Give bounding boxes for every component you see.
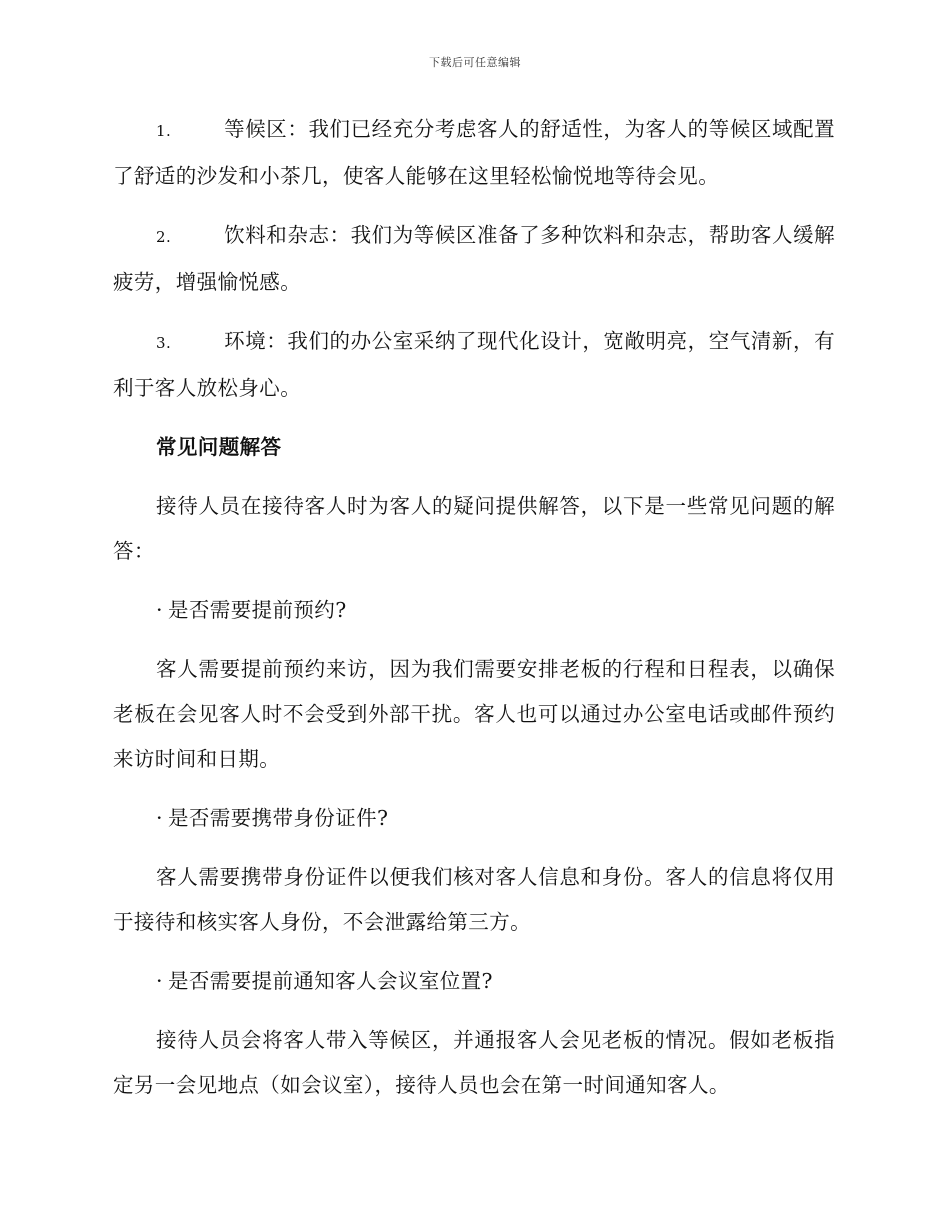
question-text: 是否需要提前预约? [168, 598, 347, 622]
faq-question-1 [113, 588, 835, 633]
faq-question-2 [113, 796, 835, 841]
question-text: 是否需要提前通知客人会议室位置? [168, 969, 493, 993]
faq-answer-2: 客人需要携带身份证件以便我们核对客人信息和身份。客人的信息将仅用于接待和核实客人身份，不会泄露给第三方。 [113, 865, 835, 934]
bullet-dot: · [156, 806, 163, 830]
faq-heading: 常见问题解答 [156, 435, 282, 459]
item-text: 等候区：我们已经充分考虑客人的舒适性，为客人的等候区域配置了舒适的沙发和小茶几，使客人能够在这里轻松愉悦地等待会见。 [113, 117, 835, 188]
item-text: 环境：我们的办公室采纳了现代化设计，宽敞明亮，空气清新，有利于客人放松身心。 [113, 329, 835, 400]
document-body [113, 107, 835, 1122]
item-number: 3. [156, 334, 172, 352]
numbered-item-2 [113, 213, 835, 305]
bullet-dot: · [156, 969, 163, 993]
faq-intro: 接待人员在接待客人时为客人的疑问提供解答，以下是一些常见问题的解答： [113, 494, 835, 563]
faq-question-3 [113, 959, 835, 1004]
item-number: 1. [156, 122, 172, 140]
numbered-item-3 [113, 319, 835, 411]
item-number: 2. [156, 228, 172, 246]
question-text: 是否需要携带身份证件? [168, 806, 389, 830]
numbered-item-1 [113, 107, 835, 199]
bullet-dot: · [156, 598, 163, 622]
page-header: 下载后可任意编辑 [429, 56, 521, 69]
item-text: 饮料和杂志：我们为等候区准备了多种饮料和杂志，帮助客人缓解疲劳，增强愉悦感。 [113, 223, 835, 294]
faq-answer-1: 客人需要提前预约来访，因为我们需要安排老板的行程和日程表，以确保老板在会见客人时不会受到外部干扰。客人也可以通过办公室电话或邮件预约来访时间和日期。 [113, 657, 835, 771]
faq-answer-3: 接待人员会将客人带入等候区，并通报客人会见老板的情况。假如老板指定另一会见地点（如会议室），接待人员也会在第一时间通知客人。 [113, 1028, 835, 1097]
